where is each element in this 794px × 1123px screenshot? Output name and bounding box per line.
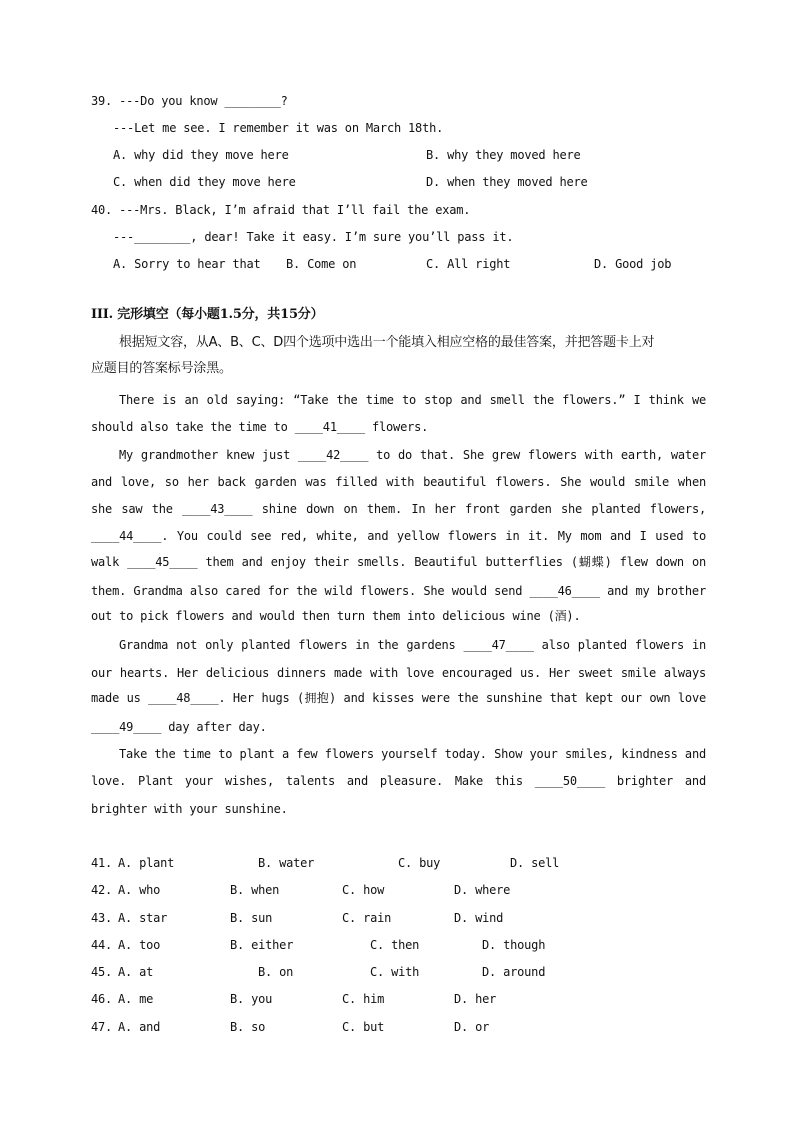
answer-option-c: C. with [370,965,420,979]
passage-line: she saw the ____43____ shine down on them. In her front garden she planted flowers, [91,502,706,516]
answer-option-c: C. him [342,992,385,1006]
answer-option-d: D. though [482,938,546,952]
question-40-option-a: A. Sorry to hear that [113,257,261,271]
answer-number: 47. [91,1020,113,1034]
answer-number: 43. [91,911,113,925]
answer-option-b: B. on [258,965,294,979]
section-3-instruction-line-1: 根据短文容，从A、B、C、D四个选项中选出一个能填入相应空格的最佳答案，并把答题卡上对 [119,335,655,350]
passage-line: ____44____. You could see red, white, and yellow flowers in it. My mom and I used to [91,529,706,543]
answer-option-b: B. either [230,938,294,952]
answer-option-d: D. her [454,992,497,1006]
question-39-option-a: A. why did they move here [113,148,289,162]
passage-line: Grandma not only planted flowers in the gardens ____47____ also planted flowers in [119,638,706,652]
question-39-option-d: D. when they moved here [426,175,588,189]
answer-option-a: A. star [118,911,168,925]
passage-line: brighter with your sunshine. [91,802,288,816]
section-3-instruction-line-2: 应题目的答案标号涂黑。 [91,361,232,376]
answer-option-d: D. around [482,965,546,979]
answer-option-b: B. sun [230,911,273,925]
answer-option-c: C. but [342,1020,385,1034]
answer-number: 42. [91,883,113,897]
answer-option-d: D. or [454,1020,490,1034]
answer-option-c: C. then [370,938,420,952]
question-40-stem: 40. ---Mrs. Black, I’m afraid that I’ll fail the exam. [91,203,471,217]
answer-option-b: B. when [230,883,280,897]
passage-line: made us ____48____. Her hugs (拥抱) and kisses were the sunshine that kept our own love [91,691,706,705]
answer-option-b: B. water [258,856,315,870]
passage-line: should also take the time to ____41____ flowers. [91,420,429,434]
answer-option-c: C. buy [398,856,441,870]
answer-number: 46. [91,992,113,1006]
answer-option-d: D. sell [510,856,560,870]
question-39-reply: ---Let me see. I remember it was on March 18th. [113,121,444,135]
passage-line: out to pick flowers and would then turn them into delicious wine (酒). [91,609,581,623]
question-40-option-d: D. Good job [594,257,672,271]
passage-line: There is an old saying: “Take the time to stop and smell the flowers.” I think we [119,393,706,407]
question-40-reply: ---________, dear! Take it easy. I’m sure you’ll pass it. [113,230,514,244]
answer-option-c: C. rain [342,911,392,925]
answer-option-a: A. who [118,883,161,897]
answer-number: 41. [91,856,113,870]
answer-option-a: A. at [118,965,154,979]
passage-line: and love, so her back garden was filled with beautiful flowers. She would smile when [91,475,706,489]
answer-option-c: C. how [342,883,385,897]
question-39-stem: 39. ---Do you know ________? [91,94,288,108]
answer-number: 45. [91,965,113,979]
answer-option-a: A. and [118,1020,161,1034]
question-40-option-b: B. Come on [286,257,357,271]
answer-option-b: B. so [230,1020,266,1034]
answer-option-a: A. too [118,938,161,952]
passage-line: Take the time to plant a few flowers yourself today. Show your smiles, kindness and [119,747,706,761]
answer-option-d: D. wind [454,911,504,925]
passage-line: My grandmother knew just ____42____ to do that. She grew flowers with earth, water [119,448,706,462]
passage-line: love. Plant your wishes, talents and pleasure. Make this ____50____ brighter and [91,774,706,788]
passage-line: them. Grandma also cared for the wild flowers. She would send ____46____ and my brother [91,584,706,598]
question-40-option-c: C. All right [426,257,511,271]
passage-line: walk ____45____ them and enjoy their smells. Beautiful butterflies (蝴蝶) flew down on [91,555,706,569]
section-3-title: III. 完形填空（每小题1.5分，共15分） [91,307,324,322]
passage-line: ____49____ day after day. [91,720,267,734]
answer-option-b: B. you [230,992,273,1006]
answer-option-d: D. where [454,883,511,897]
passage-line: our hearts. Her delicious dinners made with love encouraged us. Her sweet smile always [91,666,706,680]
question-39-option-b: B. why they moved here [426,148,581,162]
answer-option-a: A. me [118,992,154,1006]
answer-option-a: A. plant [118,856,175,870]
question-39-option-c: C. when did they move here [113,175,296,189]
answer-number: 44. [91,938,113,952]
